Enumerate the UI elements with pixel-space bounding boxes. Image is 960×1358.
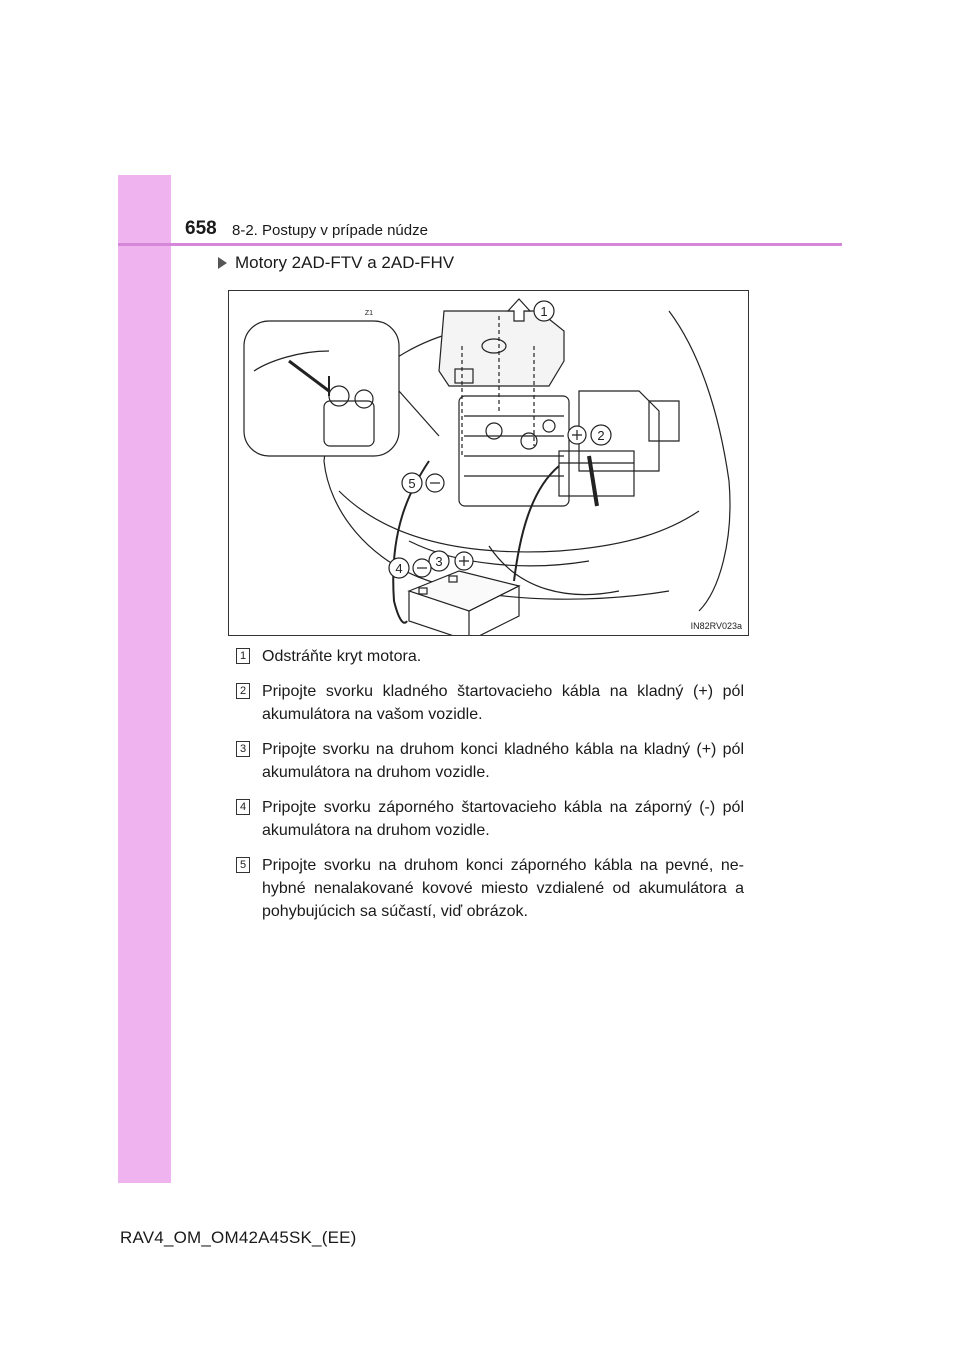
sidebar-tab xyxy=(118,175,171,1183)
subheading xyxy=(218,253,454,273)
page-number: 658 xyxy=(185,218,217,239)
step-text: Pripojte svorku kladného štartovacieho kábla na kladný (+) pól akumulátora na vašom vozidle. xyxy=(262,683,744,723)
callout-label-4: 4 xyxy=(395,561,403,576)
step-text: Odstráňte kryt motora. xyxy=(262,648,422,665)
step-number: 1 xyxy=(236,648,250,664)
callout-label-2: 2 xyxy=(597,428,605,443)
subheading-text: Motory 2AD-FTV a 2AD-FHV xyxy=(235,253,455,272)
small-mark: Z1 xyxy=(364,310,374,317)
step-item xyxy=(236,854,744,923)
step-number: 3 xyxy=(236,741,250,757)
step-text: Pripojte svorku záporného štartovacieho kábla na záporný (-) pól akumulátora na druhom vozidle. xyxy=(262,799,744,839)
step-number: 2 xyxy=(236,683,250,699)
step-text: Pripojte svorku na druhom konci záporného kábla na pevné, ne- hybné nenalakované kovové miesto vzdialené od akumulátora a pohybujúcich sa súčastí, viď obrázok. xyxy=(262,857,744,920)
triangle-bullet-icon xyxy=(218,257,227,269)
step-item xyxy=(236,680,744,726)
callout-label-3: 3 xyxy=(435,554,443,569)
step-item xyxy=(236,796,744,842)
step-item xyxy=(236,645,744,668)
step-text: Pripojte svorku na druhom konci kladného kábla na kladný (+) pól akumulátora na druhom vozidle. xyxy=(262,741,744,781)
section-title: 8-2. Postupy v prípade núdze xyxy=(232,222,428,239)
engine-bay-drawing xyxy=(229,291,748,635)
engine-illustration xyxy=(228,290,749,636)
callout-label-1: 1 xyxy=(540,304,548,319)
step-list xyxy=(236,645,744,935)
document-footer: RAV4_OM_OM42A45SK_(EE) xyxy=(120,1228,357,1247)
callout-label-5: 5 xyxy=(408,476,416,491)
step-item xyxy=(236,738,744,784)
header-divider xyxy=(118,243,842,246)
figure-code: IN82RV023a xyxy=(690,621,742,631)
step-number: 4 xyxy=(236,799,250,815)
step-number: 5 xyxy=(236,857,250,873)
